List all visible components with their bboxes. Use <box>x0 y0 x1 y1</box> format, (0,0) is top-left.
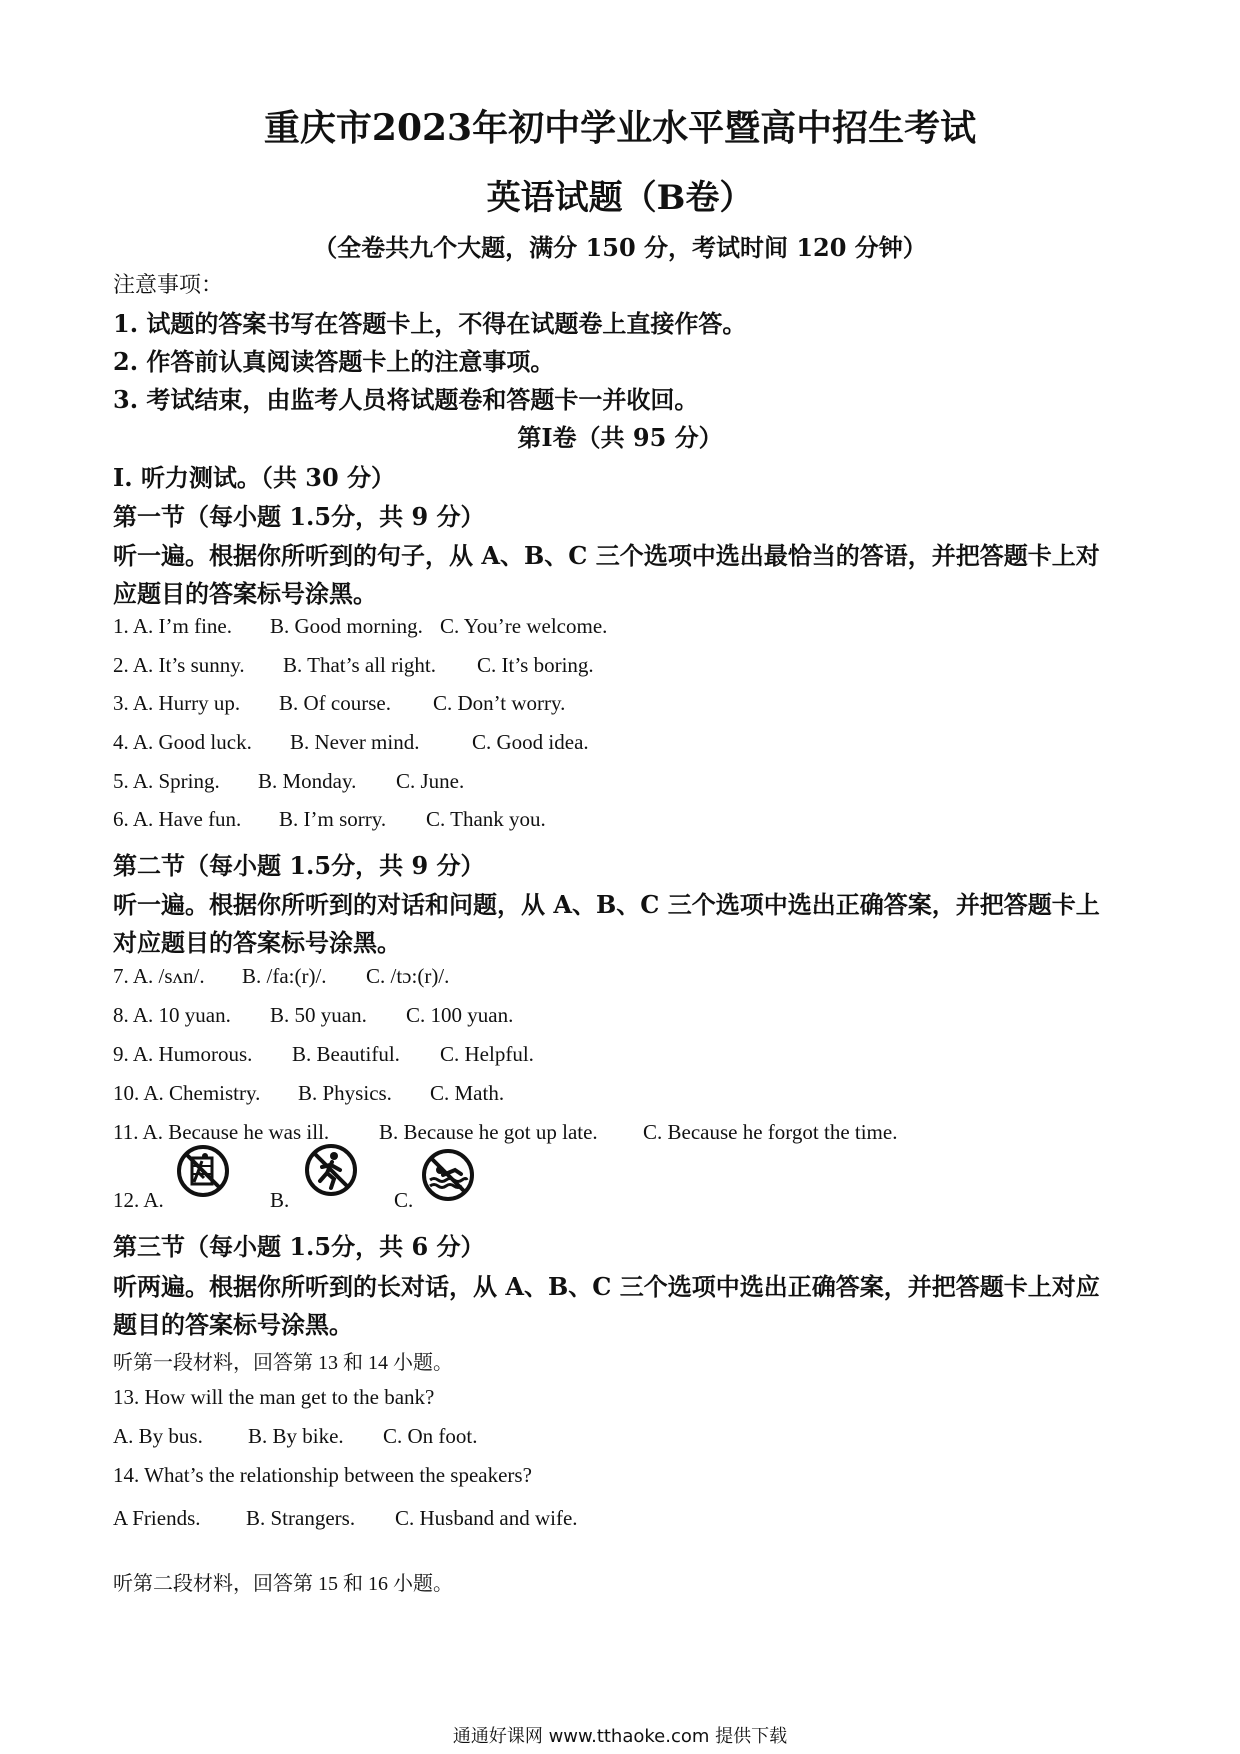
q8-option-b: B. 50 yuan. <box>270 1003 367 1027</box>
q1-option-b: B. Good morning. <box>270 614 423 638</box>
notes-heading: 注意事项： <box>113 272 224 297</box>
page-footer: 通通好课网 www.tthaoke.com 提供下载 <box>452 1726 788 1747</box>
q3-option-b: B. Of course. <box>279 691 391 715</box>
q3-option-c: C. Don’t worry. <box>433 691 566 715</box>
q8-option-c: C. 100 yuan. <box>406 1003 514 1027</box>
q13-option-c: C. On foot. <box>383 1424 478 1448</box>
q7-option-c: C. /tɔ:(r)/. <box>366 964 450 988</box>
question-6 <box>113 807 546 832</box>
q10-option-b: B. Physics. <box>298 1081 392 1105</box>
q13-option-b: B. By bike. <box>248 1424 344 1448</box>
q1-option-c: C. You’re welcome. <box>440 614 608 638</box>
q14-option-c: C. Husband and wife. <box>395 1506 578 1530</box>
q4-option-a: 4. A. Good luck. <box>113 730 252 754</box>
question-2 <box>113 653 594 678</box>
q9-option-c: C. Helpful. <box>440 1042 534 1066</box>
q2-option-b: B. That’s all right. <box>283 653 437 677</box>
q6-option-a: 6. A. Have fun. <box>113 807 242 831</box>
q10-option-a: 10. A. Chemistry. <box>113 1081 261 1105</box>
question-9 <box>113 1042 534 1067</box>
note-item-1: 1. 试题的答案书写在答题卡上，不得在试题卷上直接作答。 <box>113 309 747 338</box>
q12-option-b: B. <box>270 1188 290 1212</box>
q8-option-a: 8. A. 10 yuan. <box>113 1003 231 1027</box>
q3-option-a: 3. A. Hurry up. <box>113 691 241 715</box>
q4-option-c: C. Good idea. <box>472 730 589 754</box>
question-7 <box>113 964 449 989</box>
question-13: 13. How will the man get to the bank? <box>113 1385 435 1409</box>
section3-instruction-1: 听两遍。根据你所听到的长对话，从 A、B、C 三个选项中选出正确答案，并把答题卡上对应 <box>113 1272 1100 1301</box>
exam-info: （全卷共九个大题，满分 150 分，考试时间 120 分钟） <box>313 233 927 262</box>
q9-option-a: 9. A. Humorous. <box>113 1042 253 1066</box>
q14-option-b: B. Strangers. <box>246 1506 356 1530</box>
material-1-note: 听第一段材料，回答第 13 和 14 小题。 <box>113 1352 453 1374</box>
q11-option-b: B. Because he got up late. <box>379 1120 598 1144</box>
note-item-2: 2. 作答前认真阅读答题卡上的注意事项。 <box>113 347 555 376</box>
q6-option-c: C. Thank you. <box>426 807 546 831</box>
question-13-options <box>113 1424 478 1449</box>
section3-title: 第三节（每小题 1.5分，共 6 分） <box>113 1232 485 1261</box>
q5-option-c: C. June. <box>396 769 465 793</box>
q5-option-b: B. Monday. <box>258 769 357 793</box>
question-12 <box>113 1188 413 1213</box>
section1-instruction-1: 听一遍。根据你所听到的句子，从 A、B、C 三个选项中选出最恰当的答语，并把答题卡上对 <box>113 541 1100 570</box>
q14-option-a: A Friends. <box>113 1506 201 1530</box>
q12-option-a: 12. A. <box>113 1188 164 1212</box>
q2-option-a: 2. A. It’s sunny. <box>113 653 245 677</box>
no-climbing-icon <box>176 1144 230 1202</box>
question-10 <box>113 1081 504 1106</box>
no-running-icon <box>304 1143 358 1201</box>
question-4 <box>113 730 589 755</box>
question-3 <box>113 691 565 716</box>
q13-option-a: A. By bus. <box>113 1424 203 1448</box>
question-5 <box>113 769 464 794</box>
note-item-3: 3. 考试结束，由监考人员将试题卷和答题卡一并收回。 <box>113 385 699 414</box>
section3-instruction-2: 题目的答案标号涂黑。 <box>113 1310 353 1339</box>
material-2-note: 听第二段材料，回答第 15 和 16 小题。 <box>113 1573 453 1595</box>
section2-instruction-1: 听一遍。根据你所听到的对话和问题，从 A、B、C 三个选项中选出正确答案，并把答题卡上 <box>113 890 1100 919</box>
volume-title: 第Ⅰ卷（共 95 分） <box>517 423 723 452</box>
section2-instruction-2: 对应题目的答案标号涂黑。 <box>113 928 401 957</box>
q7-option-b: B. /fa:(r)/. <box>242 964 327 988</box>
q4-option-b: B. Never mind. <box>290 730 420 754</box>
part1-title: Ⅰ. 听力测试。（共 30 分） <box>113 463 396 492</box>
section1-instruction-2: 应题目的答案标号涂黑。 <box>113 579 377 608</box>
q11-option-a: 11. A. Because he was ill. <box>113 1120 330 1144</box>
q11-option-c: C. Because he forgot the time. <box>643 1120 898 1144</box>
q2-option-c: C. It’s boring. <box>477 653 594 677</box>
question-14-options <box>113 1506 578 1531</box>
q6-option-b: B. I’m sorry. <box>279 807 387 831</box>
exam-subtitle: 英语试题（B卷） <box>486 178 754 218</box>
q10-option-c: C. Math. <box>430 1081 505 1105</box>
section2-title: 第二节（每小题 1.5分，共 9 分） <box>113 851 485 880</box>
q12-option-c: C. <box>394 1188 414 1212</box>
section1-title: 第一节（每小题 1.5分，共 9 分） <box>113 502 485 531</box>
q7-option-a: 7. A. /sʌn/. <box>113 964 205 988</box>
question-11 <box>113 1120 897 1145</box>
no-swimming-icon <box>421 1148 475 1206</box>
q9-option-b: B. Beautiful. <box>292 1042 400 1066</box>
q5-option-a: 5. A. Spring. <box>113 769 220 793</box>
exam-title: 重庆市2023年初中学业水平暨高中招生考试 <box>263 107 977 149</box>
question-8 <box>113 1003 513 1028</box>
q1-option-a: 1. A. I’m fine. <box>113 614 232 638</box>
question-14: 14. What’s the relationship between the speakers? <box>113 1463 532 1487</box>
question-1 <box>113 614 607 639</box>
